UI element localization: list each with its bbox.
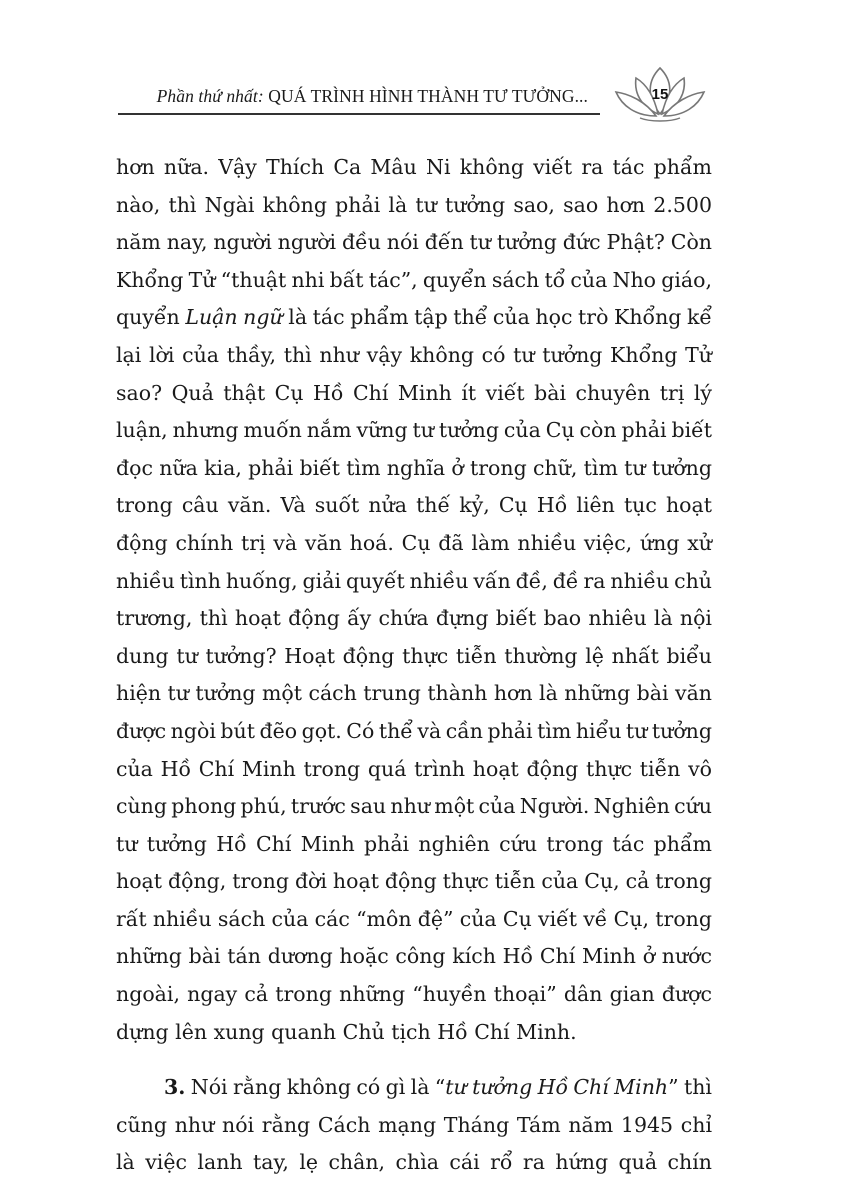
text-line: hơn nữa. Vậy Thích Ca Mâu Ni không viết ra tác phẩm xyxy=(116,155,712,179)
text-segment: quyển xyxy=(116,305,186,330)
header-rule xyxy=(118,113,600,115)
header-title xyxy=(157,86,588,107)
text-line: cũng như nói rằng Cách mạng Tháng Tám năm 1945 chỉ xyxy=(116,1112,712,1137)
header-chapter-title: QUÁ TRÌNH HÌNH THÀNH TƯ TƯỞNG... xyxy=(268,86,588,106)
header-part-label: Phần thứ nhất: xyxy=(156,86,264,106)
text-line: trong câu văn. Và suốt nửa thế kỷ, Cụ Hồ liên tục hoạt xyxy=(116,493,712,518)
text-line: cùng phong phú, trước sau như một của Người. Nghiên cứu xyxy=(116,794,712,819)
text-segment: là tác phẩm tập thể của học trò Khổng kể xyxy=(282,305,713,330)
book-title-luan-ngu: Luận ngữ xyxy=(185,305,283,330)
paragraph-2 xyxy=(116,1069,712,1182)
text-line: đọc nữa kia, phải biết tìm nghĩa ở trong chữ, tìm tư tưởng xyxy=(116,455,712,480)
text-line: hoạt động, trong đời hoạt động thực tiễn của Cụ, cả trong xyxy=(116,869,712,894)
text-line xyxy=(116,1069,712,1107)
text-line: những bài tán dương hoặc công kích Hồ Chí Minh ở nước xyxy=(116,944,712,969)
text-line: Khổng Tử “thuật nhi bất tác”, quyển sách tổ của Nho giáo, xyxy=(116,267,712,292)
term-tu-tuong-hcm: tư tưởng Hồ Chí Minh xyxy=(445,1075,669,1100)
text-line: ngoài, ngay cả trong những “huyền thoại” dân gian được xyxy=(116,982,712,1007)
text-line: nhiều tình huống, giải quyết nhiều vấn đề, đề ra nhiều chủ xyxy=(116,568,712,593)
text-line: dựng lên xung quanh Chủ tịch Hồ Chí Minh. xyxy=(116,1019,577,1044)
page-number: 15 xyxy=(651,86,669,103)
section-number: 3. xyxy=(164,1075,186,1100)
running-header xyxy=(118,82,600,116)
text-line: sao? Quả thật Cụ Hồ Chí Minh ít viết bài chuyên trị lý xyxy=(116,380,712,405)
text-line: năm nay, người người đều nói đến tư tưởng đức Phật? Còn xyxy=(116,230,712,255)
text-line: hiện tư tưởng một cách trung thành hơn là những bài văn xyxy=(116,681,712,706)
text-line: lại lời của thầy, thì như vậy không có tư tưởng Khổng Tử xyxy=(116,342,712,367)
text-line: tư tưởng Hồ Chí Minh phải nghiên cứu trong tác phẩm xyxy=(116,831,712,856)
text-segment: ” thì xyxy=(668,1075,712,1100)
text-line: trương, thì hoạt động ấy chứa đựng biết bao nhiêu là nội xyxy=(116,606,712,631)
text-line: của Hồ Chí Minh trong quá trình hoạt động thực tiễn vô xyxy=(116,756,712,781)
page-number-badge xyxy=(610,62,710,126)
text-line: được ngòi bút đẽo gọt. Có thể và cần phải tìm hiểu tư tưởng xyxy=(116,718,712,743)
text-line: rất nhiều sách của các “môn đệ” của Cụ viết về Cụ, trong xyxy=(116,906,712,931)
text-line: nào, thì Ngài không phải là tư tưởng sao, sao hơn 2.500 xyxy=(116,192,712,217)
text-segment: Nói rằng không có gì là “ xyxy=(185,1075,446,1100)
body-text xyxy=(116,149,712,1182)
text-line-luan-ngu xyxy=(116,299,712,337)
paragraph-1 xyxy=(116,149,712,1051)
text-line: luận, nhưng muốn nắm vững tư tưởng của Cụ còn phải biết xyxy=(116,418,712,443)
text-line: động chính trị và văn hoá. Cụ đã làm nhiều việc, ứng xử xyxy=(116,530,712,555)
text-line: là việc lanh tay, lẹ chân, chìa cái rổ ra hứng quả chín xyxy=(116,1150,712,1175)
text-line: dung tư tưởng? Hoạt động thực tiễn thường lệ nhất biểu xyxy=(116,643,712,668)
